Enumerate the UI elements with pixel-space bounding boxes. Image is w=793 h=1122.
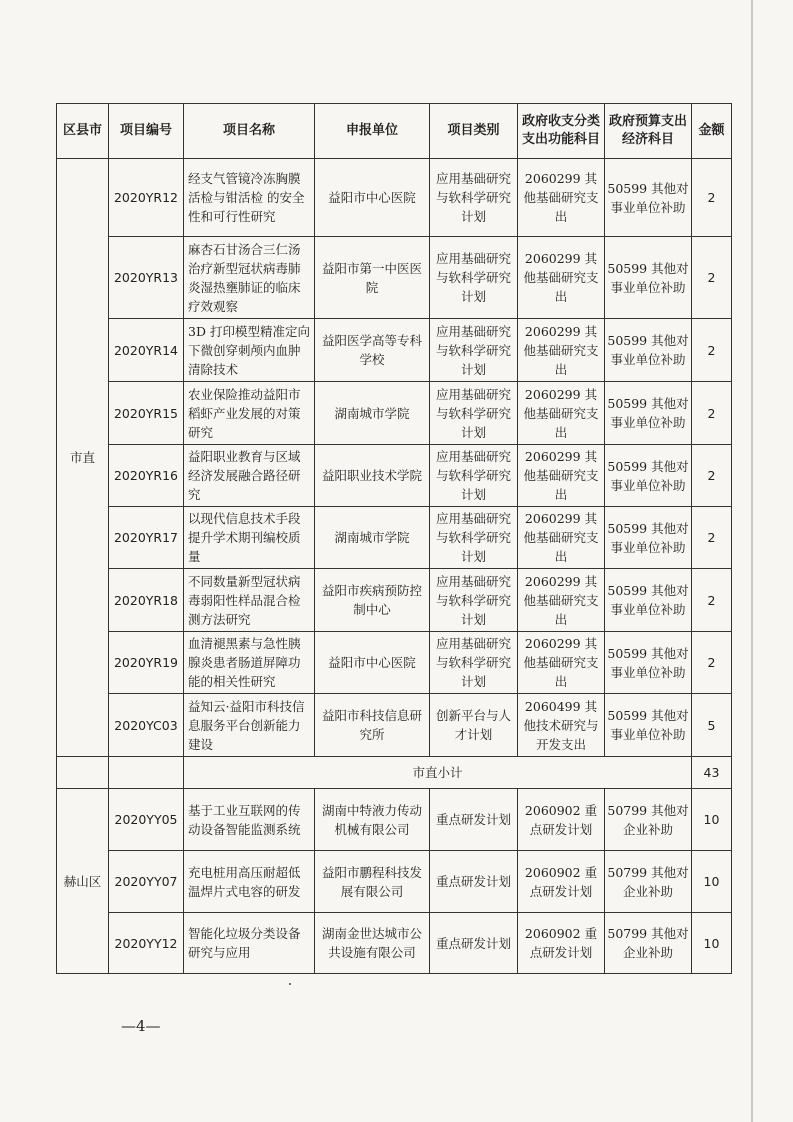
project-category: 应用基础研究与软科学研究计划	[430, 159, 518, 237]
applicant-unit: 益阳市第一中医医院	[315, 237, 430, 319]
table-header-row	[57, 104, 732, 159]
project-category: 应用基础研究与软科学研究计划	[430, 507, 518, 569]
project-id: 2020YR14	[109, 319, 184, 382]
applicant-unit: 湖南城市学院	[315, 507, 430, 569]
applicant-unit: 益阳市中心医院	[315, 632, 430, 694]
project-id: 2020YR18	[109, 569, 184, 632]
economic-subject: 50599 其他对事业单位补助	[605, 159, 692, 237]
applicant-unit: 益阳职业技术学院	[315, 445, 430, 507]
project-name: 经支气管镜冷冻胸膜活检与钳活检 的安全性和可行性研究	[184, 159, 315, 237]
project-id: 2020YY12	[109, 913, 184, 974]
project-name: 血清褪黑素与急性胰腺炎患者肠道屏障功能的相关性研究	[184, 632, 315, 694]
header-applicant: 申报单位	[315, 104, 430, 159]
amount: 2	[692, 569, 732, 632]
project-id: 2020YY05	[109, 789, 184, 851]
header-amount: 金额	[692, 104, 732, 159]
applicant-unit: 益阳市鹏程科技发展有限公司	[315, 851, 430, 913]
amount: 2	[692, 507, 732, 569]
economic-subject: 50599 其他对事业单位补助	[605, 694, 692, 757]
project-name: 以现代信息技术手段提升学术期刊编校质量	[184, 507, 315, 569]
function-subject: 2060299 其他基础研究支出	[518, 237, 605, 319]
project-category: 应用基础研究与软科学研究计划	[430, 382, 518, 445]
project-id: 2020YR12	[109, 159, 184, 237]
amount: 2	[692, 632, 732, 694]
table-row	[57, 851, 732, 913]
project-id: 2020YR17	[109, 507, 184, 569]
project-name: 充电桩用高压耐超低温焊片式电容的研发	[184, 851, 315, 913]
table-row	[57, 445, 732, 507]
table-row	[57, 507, 732, 569]
function-subject: 2060499 其他技术研究与开发支出	[518, 694, 605, 757]
project-category: 应用基础研究与软科学研究计划	[430, 237, 518, 319]
table-row	[57, 632, 732, 694]
applicant-unit: 益阳市科技信息研究所	[315, 694, 430, 757]
economic-subject: 50599 其他对事业单位补助	[605, 382, 692, 445]
project-category: 应用基础研究与软科学研究计划	[430, 319, 518, 382]
function-subject: 2060299 其他基础研究支出	[518, 159, 605, 237]
project-name: 益知云·益阳市科技信息服务平台创新能力建设	[184, 694, 315, 757]
project-category: 创新平台与人才计划	[430, 694, 518, 757]
function-subject: 2060299 其他基础研究支出	[518, 382, 605, 445]
project-category: 应用基础研究与软科学研究计划	[430, 632, 518, 694]
amount: 2	[692, 237, 732, 319]
project-category: 重点研发计划	[430, 913, 518, 974]
function-subject: 2060299 其他基础研究支出	[518, 632, 605, 694]
applicant-unit: 益阳市疾病预防控制中心	[315, 569, 430, 632]
project-id: 2020YC03	[109, 694, 184, 757]
economic-subject: 50599 其他对事业单位补助	[605, 569, 692, 632]
economic-subject: 50599 其他对事业单位补助	[605, 507, 692, 569]
project-name: 不同数量新型冠状病毒弱阳性样品混合检测方法研究	[184, 569, 315, 632]
applicant-unit: 湖南中特液力传动机械有限公司	[315, 789, 430, 851]
subtotal-row	[57, 757, 732, 789]
amount: 10	[692, 789, 732, 851]
header-category: 项目类别	[430, 104, 518, 159]
function-subject: 2060902 重点研发计划	[518, 851, 605, 913]
function-subject: 2060902 重点研发计划	[518, 789, 605, 851]
amount: 10	[692, 913, 732, 974]
project-category: 应用基础研究与软科学研究计划	[430, 445, 518, 507]
header-economic-subject: 政府预算支出经济科目	[605, 104, 692, 159]
header-project-name: 项目名称	[184, 104, 315, 159]
table-row	[57, 237, 732, 319]
table-row	[57, 159, 732, 237]
district-cell: 市直	[57, 159, 109, 757]
economic-subject: 50799 其他对企业补助	[605, 851, 692, 913]
function-subject: 2060299 其他基础研究支出	[518, 445, 605, 507]
subtotal-label: 市直小计	[184, 757, 692, 789]
amount: 10	[692, 851, 732, 913]
economic-subject: 50599 其他对事业单位补助	[605, 237, 692, 319]
amount: 2	[692, 159, 732, 237]
amount: 2	[692, 445, 732, 507]
applicant-unit: 湖南城市学院	[315, 382, 430, 445]
table-row	[57, 694, 732, 757]
project-table	[56, 103, 732, 974]
applicant-unit: 益阳市中心医院	[315, 159, 430, 237]
project-category: 重点研发计划	[430, 851, 518, 913]
subtotal-blank-cell	[57, 757, 109, 789]
page-number: —4—	[121, 1017, 161, 1035]
function-subject: 2060299 其他基础研究支出	[518, 507, 605, 569]
header-district: 区县市	[57, 104, 109, 159]
economic-subject: 50599 其他对事业单位补助	[605, 632, 692, 694]
project-name: 农业保险推动益阳市稻虾产业发展的对策研究	[184, 382, 315, 445]
applicant-unit: 益阳医学高等专科学校	[315, 319, 430, 382]
amount: 5	[692, 694, 732, 757]
project-name: 益阳职业教育与区域经济发展融合路径研究	[184, 445, 315, 507]
economic-subject: 50599 其他对事业单位补助	[605, 319, 692, 382]
function-subject: 2060299 其他基础研究支出	[518, 569, 605, 632]
amount: 2	[692, 382, 732, 445]
project-id: 2020YR19	[109, 632, 184, 694]
project-id: 2020YR15	[109, 382, 184, 445]
subtotal-blank-cell	[109, 757, 184, 789]
table-row	[57, 319, 732, 382]
table-row	[57, 569, 732, 632]
table-row	[57, 789, 732, 851]
project-id: 2020YR13	[109, 237, 184, 319]
header-function-subject: 政府收支分类支出功能科目	[518, 104, 605, 159]
header-project-id: 项目编号	[109, 104, 184, 159]
project-category: 重点研发计划	[430, 789, 518, 851]
function-subject: 2060299 其他基础研究支出	[518, 319, 605, 382]
project-name: 3D 打印模型精准定向下微创穿刺颅内血肿清除技术	[184, 319, 315, 382]
economic-subject: 50799 其他对企业补助	[605, 913, 692, 974]
project-category: 应用基础研究与软科学研究计划	[430, 569, 518, 632]
subtotal-amount: 43	[692, 757, 732, 789]
district-cell: 赫山区	[57, 789, 109, 974]
table-row	[57, 913, 732, 974]
project-name: 麻杏石甘汤合三仁汤治疗新型冠状病毒肺炎湿热壅肺证的临床疗效观察	[184, 237, 315, 319]
applicant-unit: 湖南金世达城市公共设施有限公司	[315, 913, 430, 974]
project-id: 2020YY07	[109, 851, 184, 913]
project-name: 智能化垃圾分类设备研究与应用	[184, 913, 315, 974]
table-row	[57, 382, 732, 445]
amount: 2	[692, 319, 732, 382]
stray-mark	[289, 983, 291, 985]
project-name: 基于工业互联网的传动设备智能监测系统	[184, 789, 315, 851]
page-edge-line	[751, 0, 753, 1122]
function-subject: 2060902 重点研发计划	[518, 913, 605, 974]
economic-subject: 50799 其他对企业补助	[605, 789, 692, 851]
project-id: 2020YR16	[109, 445, 184, 507]
economic-subject: 50599 其他对事业单位补助	[605, 445, 692, 507]
